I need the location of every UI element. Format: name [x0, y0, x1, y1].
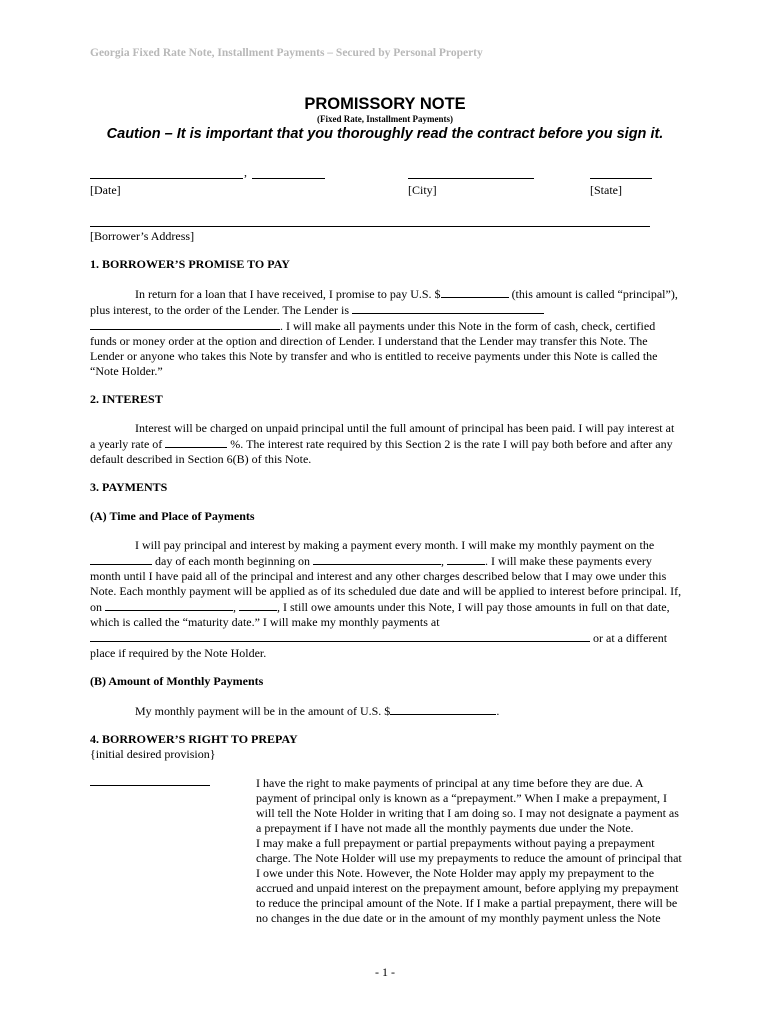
prepay-paragraph-2: I may make a full prepayment or partial prepayments without paying a prepayment charge. The Note Holder will use my prepayments to reduce the amount of principal that I owe under this Note. However, the Note Holder may apply my prepayment to the accrued and unpaid interest on the prepayment amount, before applying my prepayment to reduce the principal amount of the Note. If I make a partial prepayment, there will be no changes in the due date or in the amount of my monthly payment unless the Note [256, 836, 682, 925]
document-subtitle: (Fixed Rate, Installment Payments) [317, 114, 453, 124]
state-label: [State] [590, 183, 622, 197]
document-body [90, 165, 682, 926]
city-field-blank[interactable] [408, 168, 534, 179]
page-number: - 1 - [375, 965, 395, 979]
first-payment-year-blank[interactable] [447, 553, 485, 565]
monthly-payment-amount-blank[interactable] [390, 703, 496, 715]
first-payment-date-blank[interactable] [313, 553, 441, 565]
prepay-provision [90, 776, 682, 926]
borrower-address-label: [Borrower’s Address] [90, 229, 195, 243]
section-2-paragraph: Interest will be charged on unpaid principal until the full amount of principal has been paid. I will pay interest at a yearly rate of %. The interest rate required by this Section 2 is the rate I will pay both before and after any default described in Section 6(B) of this Note. [90, 421, 675, 466]
city-label: [City] [408, 183, 437, 197]
document-header: Georgia Fixed Rate Note, Installment Payments – Secured by Personal Property [90, 47, 483, 59]
date-year-field-blank[interactable] [252, 168, 325, 179]
date-label: [Date] [90, 183, 121, 197]
section-3a-heading: (A) Time and Place of Payments [90, 509, 255, 523]
date-city-state-lines: , [90, 168, 682, 183]
prepay-initials-blank[interactable] [90, 785, 210, 786]
principal-amount-blank[interactable] [441, 286, 509, 298]
lender-name-blank-2[interactable] [90, 318, 280, 330]
section-3b-paragraph: My monthly payment will be in the amount of U.S. $ . [135, 704, 500, 718]
section-1-paragraph: In return for a loan that I have received, I promise to pay U.S. $ (this amount is called “principal”), plus interest, to the order of the Lender. The Lender is . I will make all payments under this Note in the form of cash, check, certified funds or money order at the option and direction of Lender. I understand that the Lender may transfer this Note. The Lender or anyone who takes this Note by transfer and who is entitled to receive payments under this Note is called the “Note Holder.” [90, 287, 678, 378]
borrower-address-blank[interactable] [90, 216, 650, 227]
interest-rate-blank[interactable] [165, 436, 227, 448]
state-field-blank[interactable] [590, 168, 652, 179]
section-2-heading: 2. INTEREST [90, 392, 163, 406]
date-city-state-labels [90, 183, 682, 198]
section-1-heading: 1. BORROWER’S PROMISE TO PAY [90, 257, 290, 271]
payment-day-blank[interactable] [90, 553, 152, 565]
lender-name-blank-1[interactable] [352, 302, 544, 314]
section-4-heading: 4. BORROWER’S RIGHT TO PREPAY [90, 732, 298, 746]
section-3a-paragraph: I will pay principal and interest by making a payment every month. I will make my monthly payment on the day of each month beginning on , . I will make these payments every month until I have paid all of the principal and interest and any other charges described below that I may owe under this Note. Each monthly payment will be applied as of its scheduled due date and will be applied to interest before principal. If, on , , I still owe amounts under this Note, I will pay those amounts in full on that date, which is called the “maturity date.” I will make my monthly payments at or at a different place if required by the Note Holder. [90, 538, 682, 660]
document-title: PROMISSORY NOTE [304, 95, 466, 113]
prepay-paragraph-1: I have the right to make payments of principal at any time before they are due. A payment of principal only is known as a “prepayment.” When I make a prepayment, I will tell the Note Holder in writing that I am doing so. I may not designate a payment as a prepayment if I have not made all the monthly payments due under the Note. [256, 776, 679, 835]
maturity-date-blank[interactable] [105, 599, 233, 611]
maturity-year-blank[interactable] [239, 599, 277, 611]
section-3b-heading: (B) Amount of Monthly Payments [90, 674, 264, 688]
section-3-heading: 3. PAYMENTS [90, 480, 168, 494]
date-field-blank[interactable] [90, 168, 243, 179]
payment-place-blank[interactable] [90, 630, 590, 642]
section-4-note: {initial desired provision} [90, 747, 216, 761]
caution-notice: Caution – It is important that you thoroughly read the contract before you sign it. [106, 126, 664, 142]
